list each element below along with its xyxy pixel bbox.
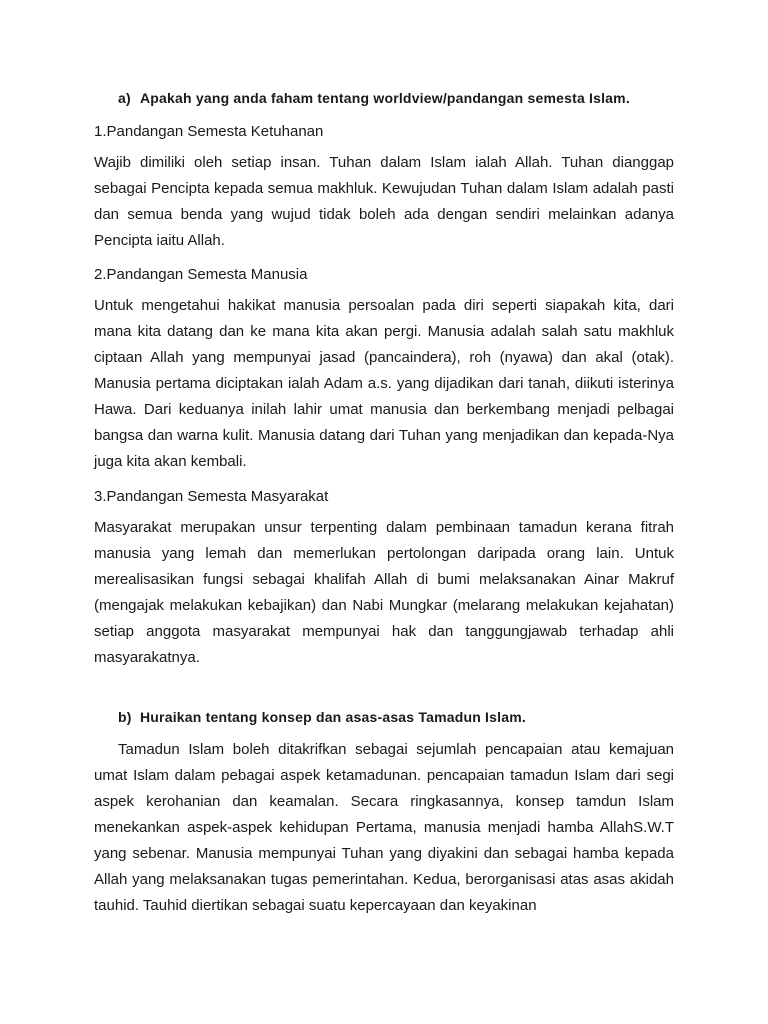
question-a-marker: a) xyxy=(118,90,131,106)
question-b-heading xyxy=(118,707,526,727)
section-1-body: Wajib dimiliki oleh setiap insan. Tuhan dalam Islam ialah Allah. Tuhan dianggap sebagai Pencipta kepada semua makhluk. Kewujudan Tuhan dalam Islam adalah pasti dan semua benda yang wujud tidak boleh ada dengan sendiri melainkan adanya Pencipta iaitu Allah. xyxy=(94,154,674,249)
question-a-heading xyxy=(118,88,630,108)
section-2-body: Untuk mengetahui hakikat manusia persoalan pada diri seperti siapakah kita, dari mana kita datang dan ke mana kita akan pergi. Manusia adalah salah satu makhluk ciptaan Allah yang mempunyai jasad (pancaindera), roh (nyawa) dan akal (otak). Manusia pertama diciptakan ialah Adam a.s. yang dijadikan dari tanah, diikuti isterinya Hawa. Dari keduanya inilah lahir umat manusia dan berkembang menjadi pelbagai bangsa dan warna kulit. Manusia datang dari Tuhan yang menjadikan dan kepada-Nya juga kita akan kembali. xyxy=(94,297,674,470)
question-b-title: Huraikan tentang konsep dan asas-asas Tamadun Islam. xyxy=(140,709,526,725)
question-b-marker: b) xyxy=(118,709,132,725)
question-a-title: Apakah yang anda faham tentang worldview/pandangan semesta Islam. xyxy=(140,90,630,106)
section-3-heading: 3.Pandangan Semesta Masyarakat xyxy=(94,488,329,505)
question-b-body: Tamadun Islam boleh ditakrifkan sebagai sejumlah pencapaian atau kemajuan umat Islam dalam pebagai aspek ketamadunan. pencapaian tamadun Islam dari segi aspek kerohanian dan keamalan. Secara ringkasannya, konsep tamdun Islam menekankan aspek-aspek kehidupan Pertama, manusia menjadi hamba AllahS.W.T yang sebenar. Manusia mempunyai Tuhan yang diyakini dan sebagai hamba kepada Allah yang melaksanakan tugas pemerintahan. Kedua, berorganisasi atas asas akidah tauhid. Tauhid diertikan sebagai suatu kepercayaan dan keyakinan xyxy=(94,741,674,914)
section-3-body: Masyarakat merupakan unsur terpenting dalam pembinaan tamadun kerana fitrah manusia yang lemah dan memerlukan pertolongan daripada orang lain. Untuk merealisasikan fungsi sebagai khalifah Allah di bumi melaksanakan Ainar Makruf (mengajak melakukan kebajikan) dan Nabi Mungkar (melarang melakukan kejahatan) setiap anggota masyarakat mempunyai hak dan tanggungjawab terhadap ahli masyarakatnya. xyxy=(94,519,674,666)
section-2-heading: 2.Pandangan Semesta Manusia xyxy=(94,266,308,283)
section-1-heading: 1.Pandangan Semesta Ketuhanan xyxy=(94,123,324,140)
